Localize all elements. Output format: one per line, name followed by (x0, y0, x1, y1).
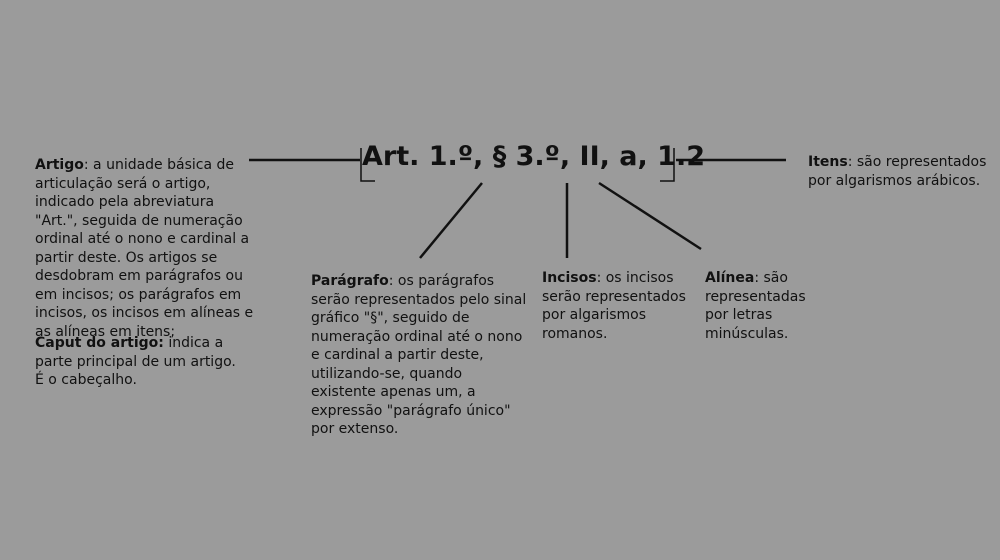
caput-note (35, 334, 240, 390)
article-reference: Art. 1.º, § 3.º, II, a, 1.2 (362, 141, 705, 172)
paragrafo-term: Parágrafo (311, 273, 389, 289)
incisos-note (542, 269, 687, 343)
caput-description: indica a parte principal de um artigo. É o cabeçalho. (35, 335, 236, 388)
itens-term: Itens (808, 154, 848, 170)
paragrafo-description: : os parágrafos serão representados pelo sinal gráfico "§", seguido de numeração ordinal até o nono e cardinal a partir deste, utilizando-se, quando existente apenas um, a expressão "parágrafo único" por extenso. (311, 273, 527, 437)
caput-term: Caput do artigo: (35, 335, 164, 351)
itens-note (808, 153, 993, 190)
alinea-connector (599, 183, 701, 249)
artigo-note (35, 156, 255, 341)
artigo-term: Artigo (35, 157, 84, 173)
incisos-description: : os incisos serão representados por algarismos romanos. (542, 270, 686, 342)
artigo-description: : a unidade básica de articulação será o artigo, indicado pela abreviatura "Art.", seguida de numeração ordinal até o nono e cardinal a partir deste. Os artigos se desdobram em parágrafos ou em incisos; os parágrafos em incisos, os incisos em alíneas e as alíneas em itens; (35, 157, 254, 340)
paragrafo-note (311, 272, 531, 439)
alinea-note (705, 269, 815, 343)
paragrafo-connector (420, 183, 482, 258)
alinea-term: Alínea (705, 270, 755, 286)
incisos-term: Incisos (542, 270, 597, 286)
itens-description: : são representados por algarismos arábicos. (808, 154, 987, 189)
alinea-description: : são representadas por letras minúsculas. (705, 270, 806, 342)
